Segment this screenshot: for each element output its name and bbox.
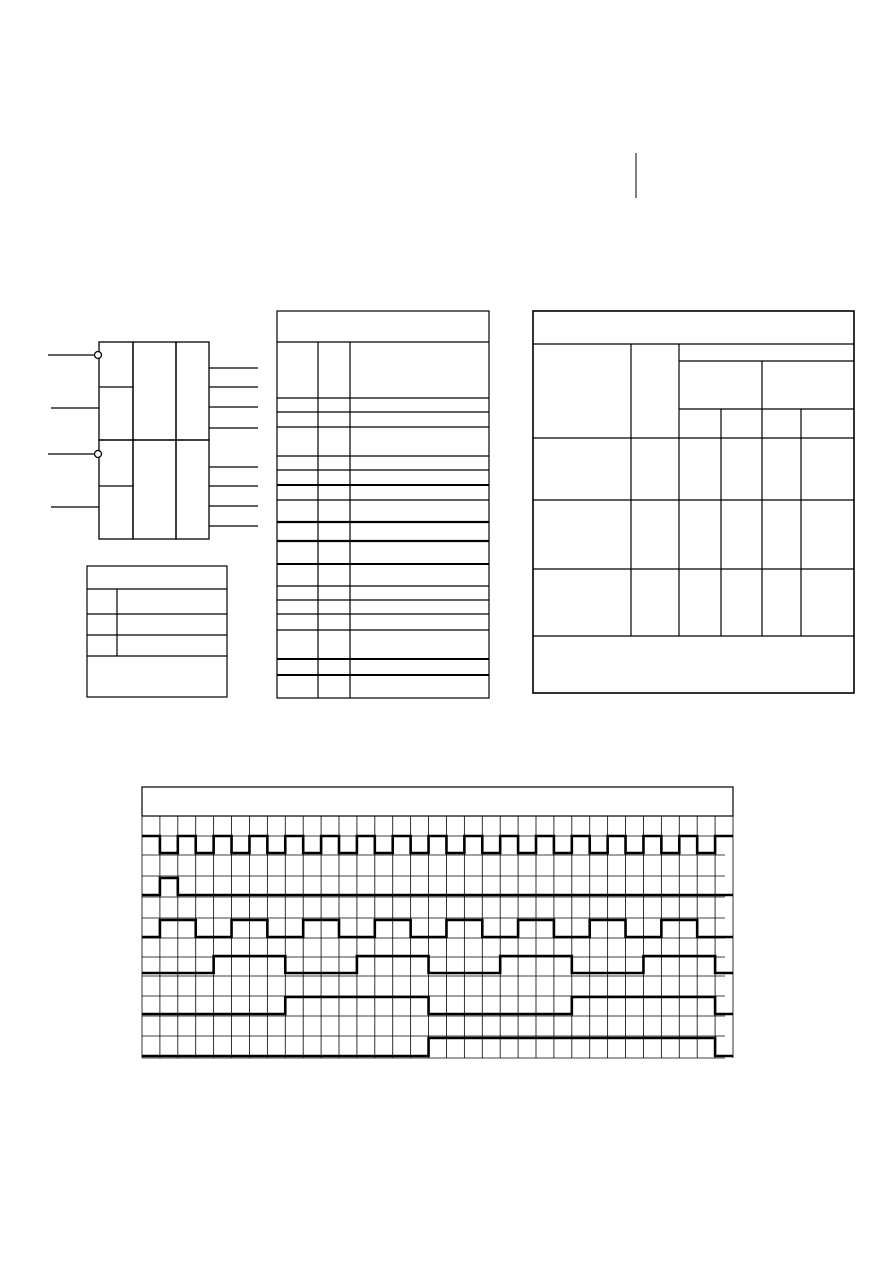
upper-counter-block <box>133 342 176 440</box>
inverter-bubble-2 <box>95 451 102 458</box>
waveform-clock <box>142 836 733 853</box>
timing-waveforms <box>142 836 733 1056</box>
pin-description-table <box>277 311 489 698</box>
waveform-qc <box>142 997 733 1014</box>
lower-control-block <box>99 440 133 539</box>
inverter-bubble-1 <box>95 352 102 359</box>
lower-output-block <box>176 440 209 539</box>
timing-diagram <box>142 787 733 1058</box>
waveform-qd <box>142 1038 733 1056</box>
electrical-characteristics-table <box>533 311 854 693</box>
timing-title-box <box>142 787 733 816</box>
waveform-qb <box>142 956 733 973</box>
logic-symbol <box>48 342 258 539</box>
waveform-clear <box>142 878 733 895</box>
upper-output-block <box>176 342 209 440</box>
function-table <box>87 566 227 697</box>
lower-counter-block <box>133 440 176 539</box>
upper-control-block <box>99 342 133 440</box>
waveform-qa <box>142 920 733 937</box>
